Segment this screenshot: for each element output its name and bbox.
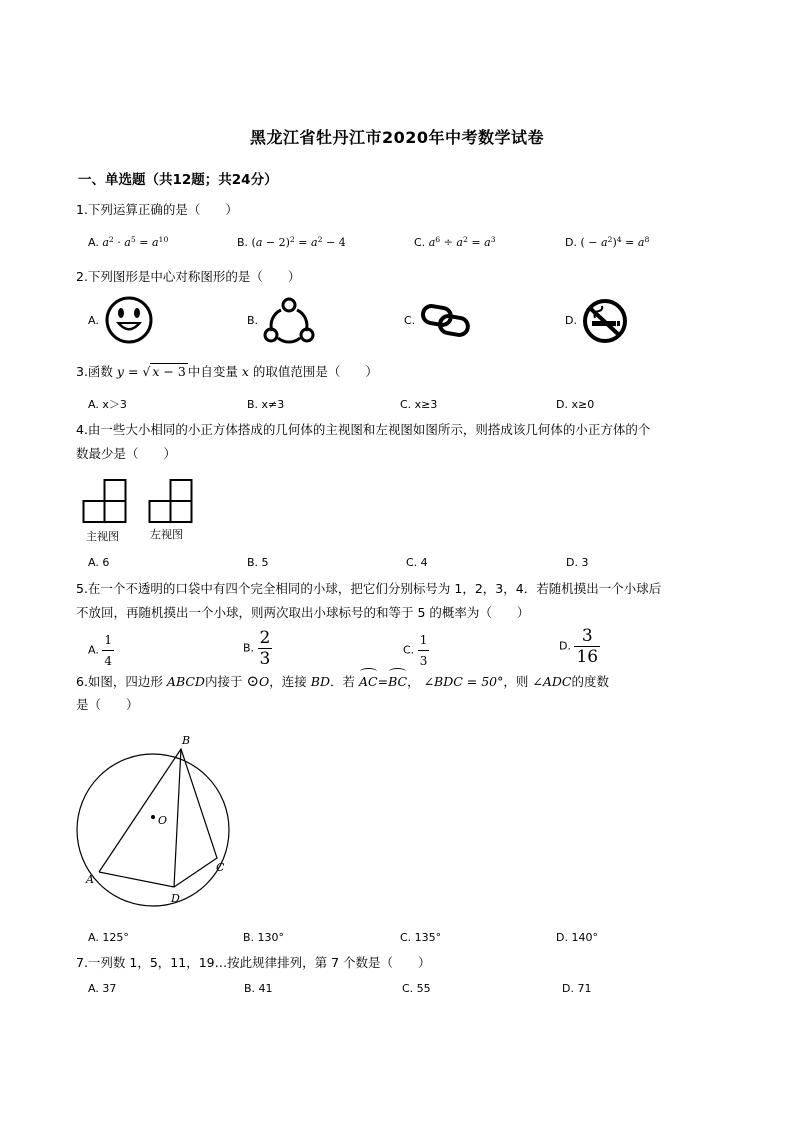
q5-option-b: B. $\frac{2}{3}$ xyxy=(243,628,271,669)
point-label-a: A xyxy=(86,873,94,886)
q4-option-a: A. 6 xyxy=(88,556,110,569)
q7-option-d: D. 71 xyxy=(562,982,592,995)
q6-stem-line1: 6.如图，四边形 ABCD内接于 ⊙O，连接 BD．若 AC=BC， ∠BDC = 50°，则 ∠ADC的度数 xyxy=(76,670,609,693)
q1-option-a: A. $a^2 \cdot a^5 = a^{10}$ xyxy=(88,234,169,249)
q5-option-a: A. $\frac{1}{4}$ xyxy=(88,630,114,671)
q4-stem-line1: 4.由一些大小相同的小正方体搭成的几何体的主视图和左视图如图所示，则搭成该几何体的小正方体的个 xyxy=(76,422,651,437)
q3-option-c: C. x≥3 xyxy=(400,398,438,411)
q4-option-d: D. 3 xyxy=(566,556,589,569)
chain-link-icon xyxy=(420,302,472,340)
section-heading: 一、单选题（共12题；共24分） xyxy=(78,172,278,188)
inscribed-quadrilateral-diagram xyxy=(70,728,240,908)
q5-option-d: D. $\frac{3}{16}$ xyxy=(559,626,599,667)
q3-option-a: A. x＞3 xyxy=(88,398,127,411)
q2-label-d: D. xyxy=(565,314,577,327)
point-label-o: O xyxy=(158,814,168,827)
q3-stem: 3.函数 y = √ x − 3 中自变量 x 的取值范围是（ ） xyxy=(76,364,378,379)
no-smoking-icon xyxy=(581,297,629,345)
q5-stem-line2: 不放回，再随机摸出一个小球，则两次取出小球标号的和等于 5 的概率为（ ） xyxy=(76,605,530,620)
q5-option-c: C. $\frac{1}{3}$ xyxy=(403,630,429,671)
q1-option-b: B. $(a - 2)^2 = a^2 - 4$ xyxy=(237,234,346,249)
left-view-label: 左视图 xyxy=(150,528,183,541)
q5-stem-line1: 5.在一个不透明的口袋中有四个完全相同的小球，把它们分别标号为 1，2，3，4．若随机摸出一个小球后 xyxy=(76,581,662,596)
q2-label-c: C. xyxy=(404,314,416,327)
q4-stem-line2: 数最少是（ ） xyxy=(76,446,177,461)
point-label-c: C xyxy=(216,861,225,874)
q7-option-c: C. 55 xyxy=(402,982,431,995)
q2-label-b: B. xyxy=(247,314,259,327)
q2-label-a: A. xyxy=(88,314,99,327)
q6-stem-line2: 是（ ） xyxy=(76,697,139,712)
smiley-face-icon xyxy=(104,295,154,345)
q4-option-c: C. 4 xyxy=(406,556,428,569)
q6-option-c: C. 135° xyxy=(400,931,442,944)
q3-option-d: D. x≥0 xyxy=(556,398,595,411)
q6-option-b: B. 130° xyxy=(243,931,285,944)
point-label-d: D xyxy=(171,892,180,905)
front-view-label: 主视图 xyxy=(86,530,119,543)
q1-option-c: C. $a^6 \div a^2 = a^3$ xyxy=(414,234,496,249)
q6-option-d: D. 140° xyxy=(556,931,598,944)
q3-option-b: B. x≠3 xyxy=(247,398,285,411)
three-node-cycle-icon xyxy=(262,295,316,345)
q7-option-a: A. 37 xyxy=(88,982,117,995)
q6-option-a: A. 125° xyxy=(88,931,129,944)
q1-option-d: D. ( − $a^2)^4 = a^8$ xyxy=(565,234,650,249)
q7-option-b: B. 41 xyxy=(244,982,273,995)
q4-option-b: B. 5 xyxy=(247,556,269,569)
front-view-diagram xyxy=(82,479,130,525)
q1-stem: 1.下列运算正确的是（ ） xyxy=(76,202,238,217)
q7-stem: 7.一列数 1，5，11，19…按此规律排列，第 7 个数是（ ） xyxy=(76,955,431,970)
left-view-diagram xyxy=(148,479,196,525)
point-label-b: B xyxy=(182,734,191,747)
exam-title: 黑龙江省牡丹江市2020年中考数学试卷 xyxy=(249,128,545,147)
q2-stem: 2.下列图形是中心对称图形的是（ ） xyxy=(76,269,301,284)
